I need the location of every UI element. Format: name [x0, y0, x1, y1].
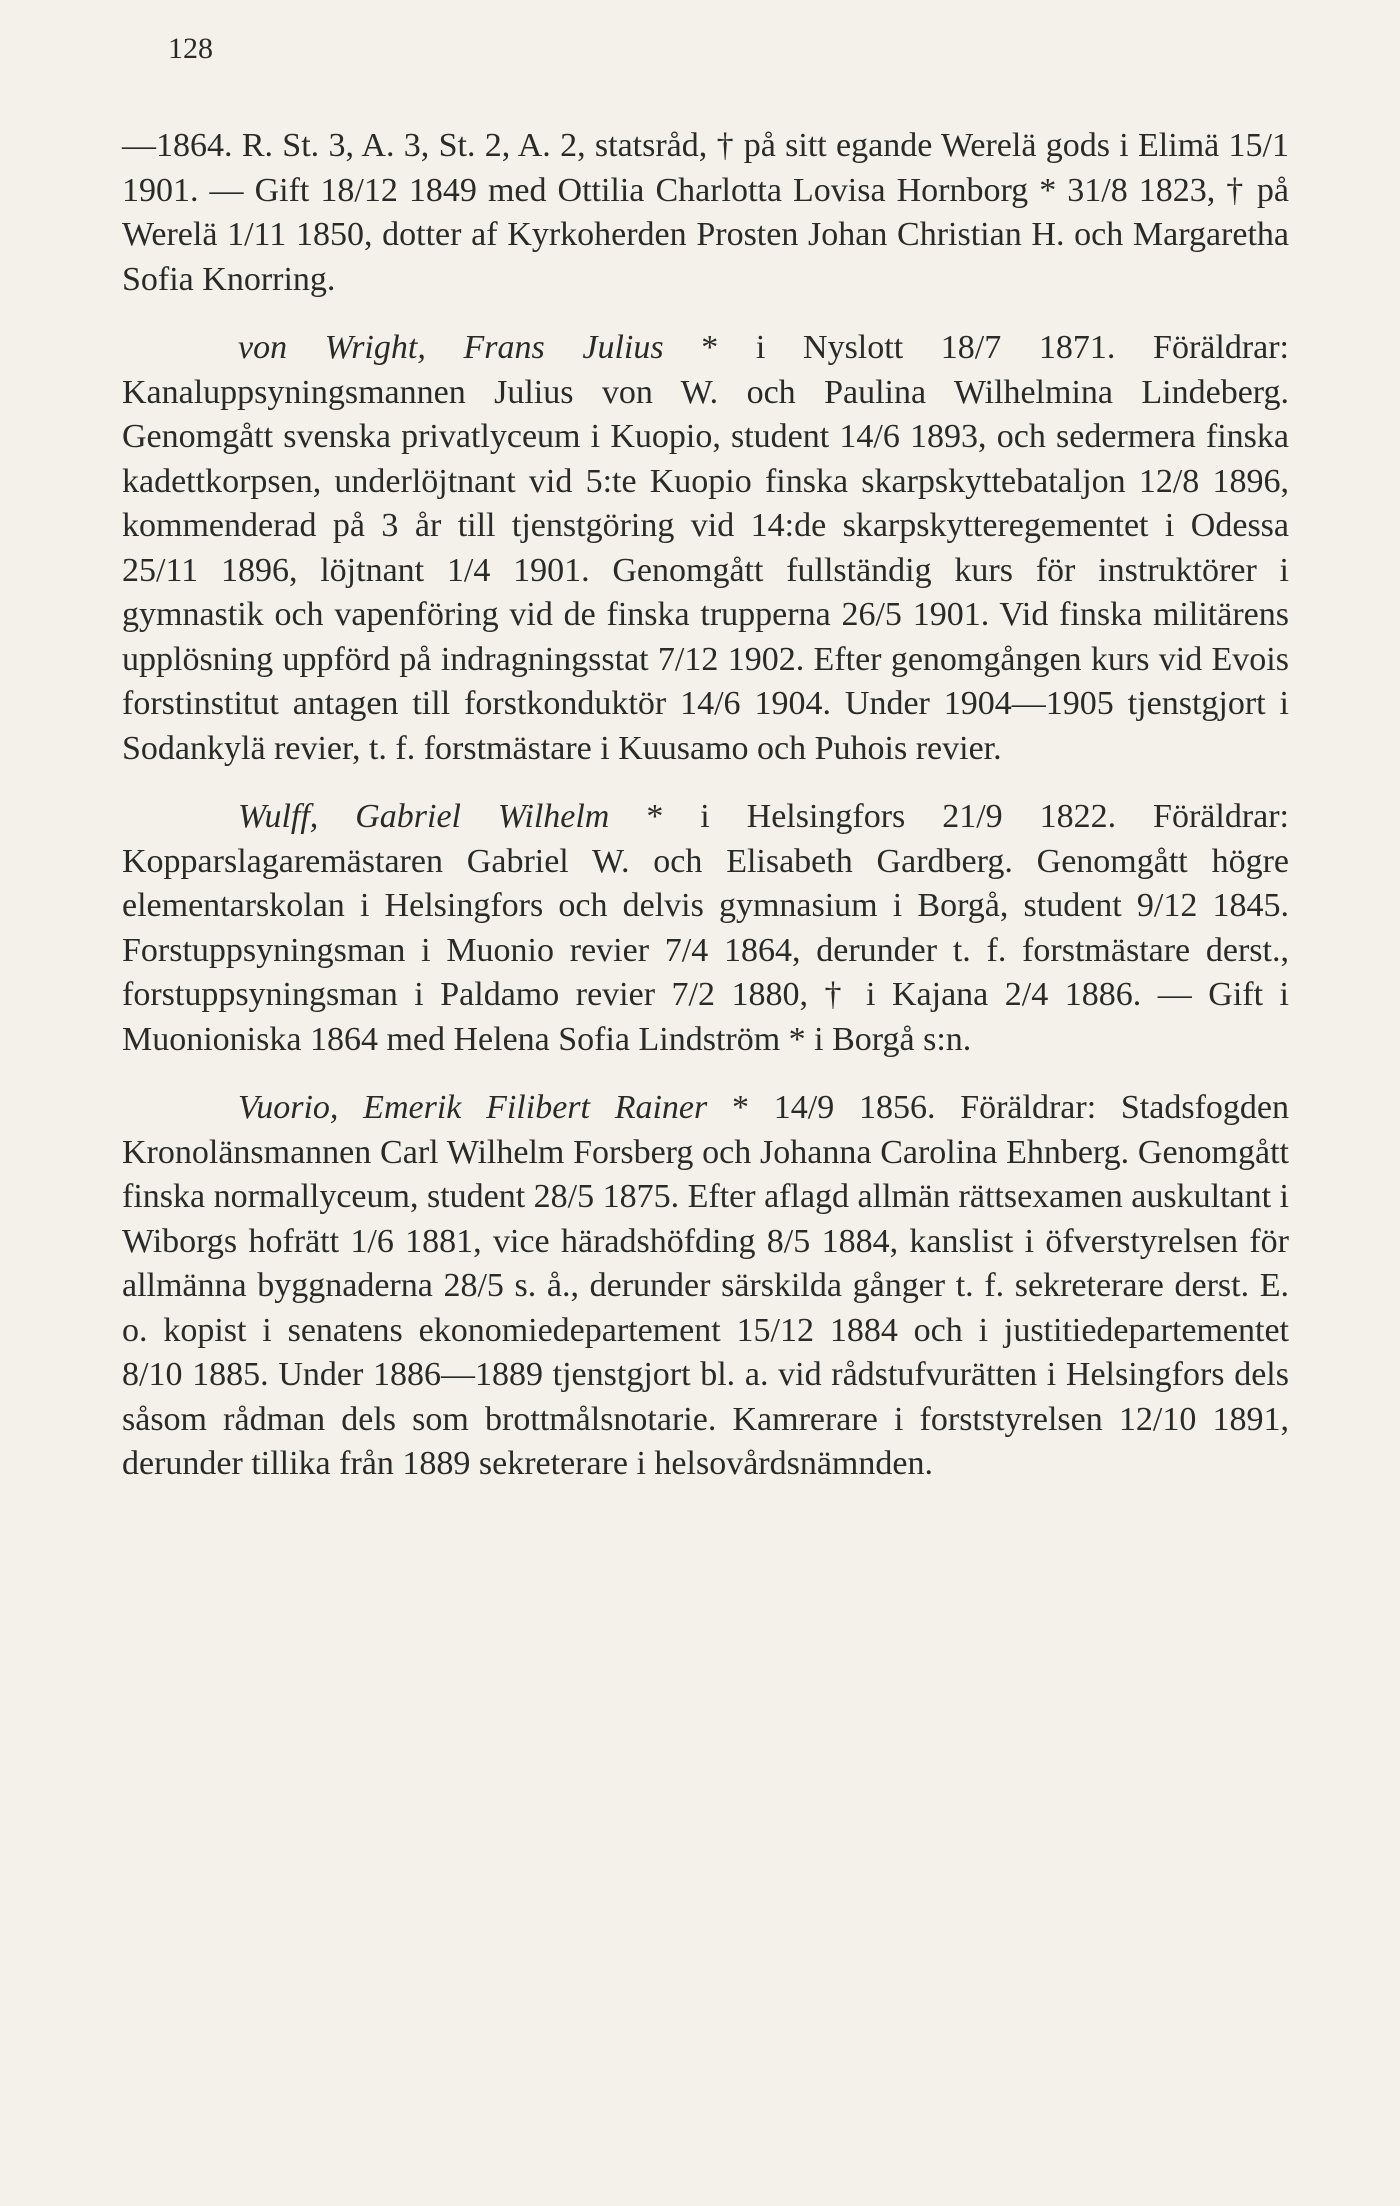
paragraph-text: —1864. R. St. 3, A. 3, St. 2, A. 2, statsråd, † på sitt egande Werelä gods i Elimä 15/1 1901. — Gift 18/12 1849 med Ottilia Charlotta Lovisa Hornborg * 31/8 1823, † på Werelä 1/11 1850, dotter af Kyrkoherden Prosten Johan Christian H. och Margaretha Sofia Knorring.: [122, 127, 1289, 298]
paragraph-text: * i Nyslott 18/7 1871. Föräldrar: Kanaluppsyningsmannen Julius von W. och Paulina Wilhelmina Lindeberg. Genomgått svenska privatlyceum i Kuopio, student 14/6 1893, och sedermera finska kadettkorpsen, underlöjtnant vid 5:te Kuopio finska skarpskyttebataljon 12/8 1896, kommenderad på 3 år till tjenstgöring vid 14:de skarpskytteregementet i Odessa 25/11 1896, löjtnant 1/4 1901. Genomgått fullständig kurs för instruktörer i gymnastik och vapenföring vid de finska trupperna 26/5 1901. Vid finska militärens upplösning uppförd på indragningsstat 7/12 1902. Efter genomgången kurs vid Evois forstinstitut antagen till forstkonduktör 14/6 1904. Under 1904—1905 tjenstgjort i Sodankylä revier, t. f. forstmästare i Kuusamo och Puhois revier.: [122, 329, 1290, 767]
person-name: von Wright, Frans Julius: [238, 329, 664, 366]
paragraph-text: * 14/9 1856. Föräldrar: Stadsfogden Kronolänsmannen Carl Wilhelm Forsberg och Johanna Carolina Ehnberg. Genomgått finska normallyceum, student 28/5 1875. Efter aflagd allmän rättsexamen auskultant i Wiborgs hofrätt 1/6 1881, vice häradshöfding 8/5 1884, kanslist i öfverstyrelsen för allmänna byggnaderna 28/5 s. å., derunder särskilda gånger t. f. sekreterare derst. E. o. kopist i senatens ekonomiedepartement 15/12 1884 och i justitiedepartementet 8/10 1885. Under 1886—1889 tjenstgjort bl. a. vid rådstufvurätten i Helsingfors dels såsom rådman dels som brottmålsnotarie. Kamrerare i forststyrelsen 12/10 1891, derunder tillika från 1889 sekreterare i helsovårdsnämnden.: [122, 1089, 1290, 1482]
person-name: Wulff, Gabriel Wilhelm: [238, 798, 610, 835]
paragraph-continuation: [122, 124, 1289, 302]
paragraph-wulff: [122, 795, 1289, 1062]
person-name: Vuorio, Emerik Filibert Rainer: [238, 1089, 708, 1126]
page-number: 128: [168, 32, 213, 65]
page-body: [122, 124, 1289, 1487]
paragraph-text: * i Helsingfors 21/9 1822. Föräldrar: Kopparslagaremästaren Gabriel W. och Elisabeth Gardberg. Genomgått högre elementarskolan i Helsingfors och delvis gymnasium i Borgå, student 9/12 1845. Forstuppsyningsman i Muonio revier 7/4 1864, derunder t. f. forstmästare derst., forstuppsyningsman i Paldamo revier 7/2 1880, † i Kajana 2/4 1886. — Gift i Muonioniska 1864 med Helena Sofia Lindström * i Borgå s:n.: [122, 798, 1289, 1058]
paragraph-von-wright: [122, 326, 1289, 771]
paragraph-vuorio: [122, 1086, 1289, 1487]
